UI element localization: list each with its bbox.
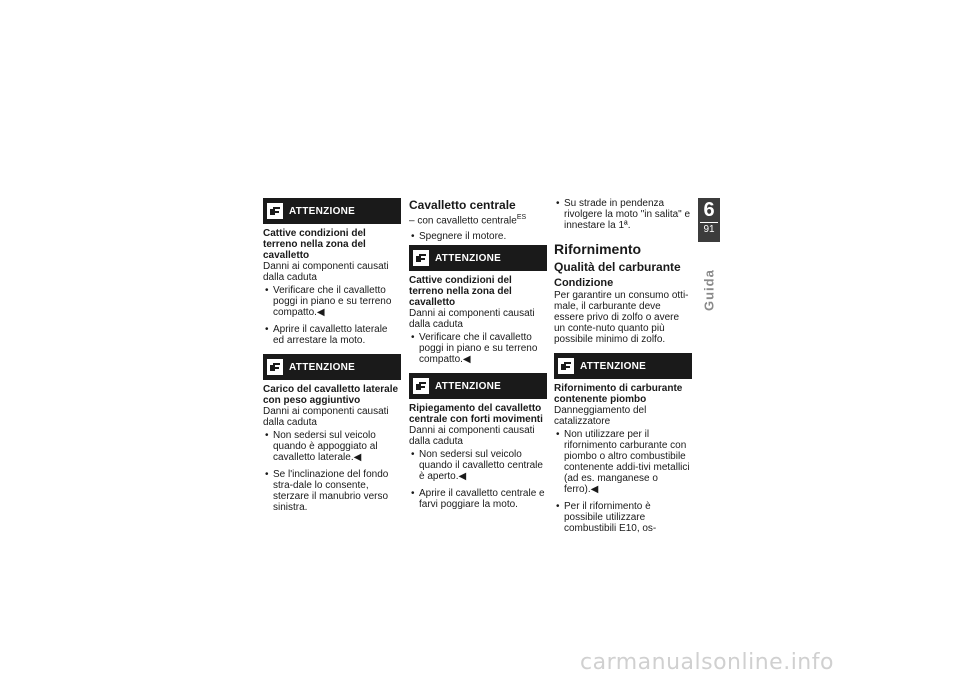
section-subtitle: – con cavalletto centrale$^{ES}$: [409, 214, 527, 227]
warning-hand-icon: [413, 250, 429, 266]
bullet-item: • Non utilizzare per il rifornimento carburante con piombo o altro combustibile contenente addi-tivi metallici (ad es. manganese o ferro).◀: [556, 429, 690, 495]
page-number: 91: [700, 222, 718, 237]
bullet-item: • Spegnere il motore.: [411, 231, 507, 243]
chapter-tab: [698, 198, 720, 242]
warning-hand-icon: [267, 203, 283, 219]
warning-banner: [409, 373, 547, 399]
warning-title: Ripiegamento del cavalletto centrale con forti movimenti: [409, 403, 543, 426]
bullet-item: • Verificare che il cavalletto poggi in piano e su terreno compatto.◀: [265, 285, 392, 318]
bullet-item: • Su strade in pendenza rivolgere la moto "in salita" e innestare la 1ª.: [556, 198, 691, 231]
warning-label: ATTENZIONE: [435, 380, 502, 392]
bullet-item: • Verificare che il cavalletto poggi in piano e su terreno compatto.◀: [411, 332, 538, 366]
warning-text: Danni ai componenti causati dalla caduta: [263, 261, 389, 283]
warning-text: Danni ai componenti causati dalla caduta: [409, 308, 535, 331]
chapter-number: 6: [703, 199, 715, 221]
bullet-item: • Non sedersi sul veicolo quando il cavalletto centrale è aperto.◀: [411, 449, 543, 483]
warning-label: ATTENZIONE: [580, 360, 647, 372]
warning-hand-icon: [558, 358, 574, 374]
warning-banner: [263, 198, 401, 224]
warning-title: Carico del cavalletto laterale con peso aggiuntivo: [263, 384, 399, 406]
warning-text: Danni ai componenti causati dalla caduta: [263, 406, 389, 428]
subsection-title: Qualità del carburante: [554, 260, 681, 274]
bullet-item: • Aprire il cavalletto centrale e farvi poggiare la moto.: [411, 488, 545, 511]
warning-title: Cattive condizioni del terreno nella zona del cavalletto: [409, 275, 512, 309]
bullet-item: • Aprire il cavalletto laterale ed arrestare la moto.: [265, 324, 388, 346]
warning-banner: [263, 354, 401, 380]
chapter-side-label: Guida: [701, 269, 717, 311]
bullet-item: • Per il rifornimento è possibile utilizzare combustibili E10, os-: [556, 501, 657, 534]
warning-banner: [554, 353, 692, 379]
bullet-item: • Non sedersi sul veicolo quando è appoggiato al cavalletto laterale.◀: [265, 430, 378, 463]
column-2: [409, 198, 547, 510]
warning-hand-icon: [413, 378, 429, 394]
condition-title: Condizione: [554, 277, 614, 289]
warning-label: ATTENZIONE: [289, 205, 356, 217]
warning-text: Danneggiamento del catalizzatore: [554, 405, 647, 427]
watermark: carmanualsonline.info: [580, 650, 834, 675]
warning-label: ATTENZIONE: [435, 252, 502, 264]
warning-label: ATTENZIONE: [289, 361, 356, 373]
section-title: Cavalletto centrale: [409, 198, 516, 212]
column-1: [263, 198, 401, 513]
warning-title: Cattive condizioni del terreno nella zona del cavalletto: [263, 228, 366, 261]
warning-title: Rifornimento di carburante contenente piombo: [554, 383, 683, 405]
warning-hand-icon: [267, 359, 283, 375]
warning-text: Danni ai componenti causati dalla caduta: [409, 425, 535, 448]
bullet-item: • Se l'inclinazione del fondo stra-dale lo consente, sterzare il manubrio verso sinistra.: [265, 469, 389, 513]
section-title: Rifornimento: [554, 241, 642, 257]
warning-banner: [409, 245, 547, 271]
condition-text: Per garantire un consumo otti-male, il carburante deve essere privo di zolfo o avere un conte-nuto quanto più possibile minimo di zolfo.: [554, 290, 689, 345]
column-3: [554, 198, 692, 534]
